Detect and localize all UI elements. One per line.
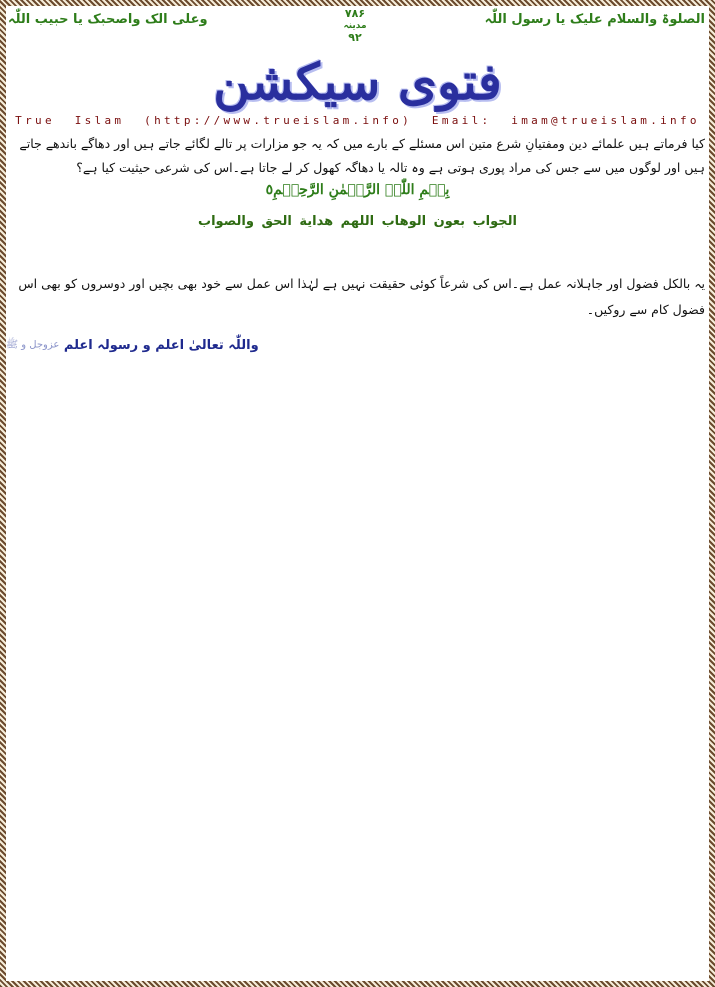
madina-seal xyxy=(328,8,382,44)
honorific-ligature: عزوجل و ﷺ xyxy=(6,339,60,351)
page-title: فتوی سیکشن xyxy=(213,52,502,111)
answer-heading: الجواب بعون الوهاب اللهم هداية الحق والصواب xyxy=(198,214,517,229)
seal-number-top: ۷۸۶ xyxy=(344,7,366,20)
seal-word: مدینہ xyxy=(343,21,367,31)
seal-number-bottom: ۹۲ xyxy=(348,31,362,44)
header-bar xyxy=(6,7,709,50)
bismillah: بِسۡمِ اللّٰہِ الرَّحۡمٰنِ الرَّحِیۡمِ٥ xyxy=(265,182,450,198)
question-text: کیا فرماتے ہیں علمائے دین ومفتیانِ شرع متین اس مسئلے کے بارے میں کہ یہ جو مزارات پر تالے لگائے جاتے ہیں اور دھاگے باندھے جاتے ہیں اور لوگوں میں سے جس کی مراد پوری ہوتی ہے وہ تالہ یا دھاگہ کھول کر لے جاتا ہے۔اس کی شرعی حیثیت کیا ہے؟ xyxy=(19,136,705,175)
site-contact-line: True Islam (http://www.trueislam.info) Email: imam@trueislam.info xyxy=(15,114,700,127)
salutation-left: وعلی الک واصحبک یا حبیب اللّٰہ xyxy=(8,12,208,27)
fatwa-page xyxy=(6,6,709,981)
closing-line xyxy=(6,338,259,353)
salutation-right: الصلوۃ والسلام علیک یا رسول اللّٰہ xyxy=(484,12,705,27)
answer-text: یہ بالکل فضول اور جاہلانہ عمل ہے۔اس کی شرعاً کوئی حقیقت نہیں ہے لہٰذا اس عمل سے خود بھی بچیں اور دوسروں کو بھی اس فضول کام سے روکیں۔ xyxy=(18,276,705,317)
closing-text: واللّٰہ تعالیٰ اعلم و رسولہ اعلم xyxy=(63,338,259,353)
